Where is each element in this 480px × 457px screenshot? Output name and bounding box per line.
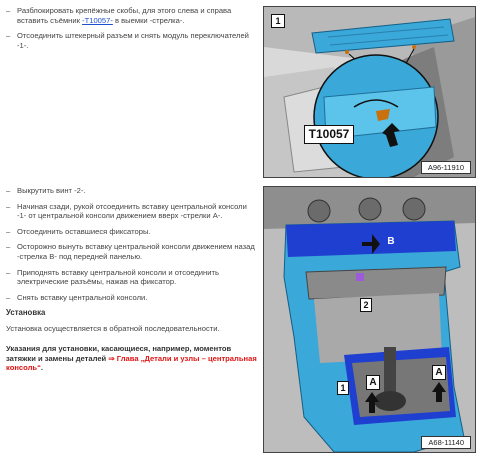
tool-label: T10057 [304,125,354,144]
instruction-step: – Начиная сзади, рукой отсоединить вставку центральной консоли -1- от центральной консоли движением вверх -стрелки А-. [6,201,247,221]
instruction-step: – Выкрутить винт -2-. [6,186,86,195]
tool-link-t10057[interactable]: -T10057- [82,15,113,25]
instruction-step: – Приподнять вставку центральной консоли и отсоединить электрические разъёмы, нажав на фиксатор. [6,267,219,287]
instruction-step: – Снять вставку центральной консоли. [6,292,148,302]
figure-code: A68-11140 [421,436,471,449]
section-1 [6,6,258,56]
installation-text: Установка осуществляется в обратной последовательности. [6,324,220,334]
chapter-link[interactable]: ⇒ Глава „Детали и узлы – центральная консоль“ [6,353,257,373]
figure-switch-module [263,6,476,178]
figure-console-insert [263,186,476,453]
instruction-step: – Отсоединить оставшиеся фиксаторы. [6,226,151,236]
section-2 [6,186,258,373]
callout-2: 2 [360,298,372,312]
figure-1-illustration [264,7,475,177]
callout-1: 1 [337,381,349,395]
arrow-a-left-label: A [366,375,380,390]
instruction-step: – Отсоединить штекерный разъем и снять модуль переключателей -1-. [6,31,249,50]
figure-2-illustration [264,187,475,452]
arrow-b-label: B [387,236,395,247]
installation-note: Указания для установки, касающиеся, например, моментов затяжки и замены деталей ⇒ Глава „Детали и узлы – центральная консоль“. [6,343,257,373]
instruction-step: – Осторожно вынуть вставку центральной консоли движением назад -стрелка В- под передней панелью. [6,242,255,261]
figure-code: A96-11910 [421,161,471,174]
callout-1: 1 [271,14,285,28]
arrow-a-right-label: A [432,365,446,380]
installation-heading: Установка [6,308,46,318]
instruction-step: – Разблокировать крепёжные скобы, для этого слева и справа вставить съёмник -T10057- в выемки -стрелка-. [6,6,232,25]
